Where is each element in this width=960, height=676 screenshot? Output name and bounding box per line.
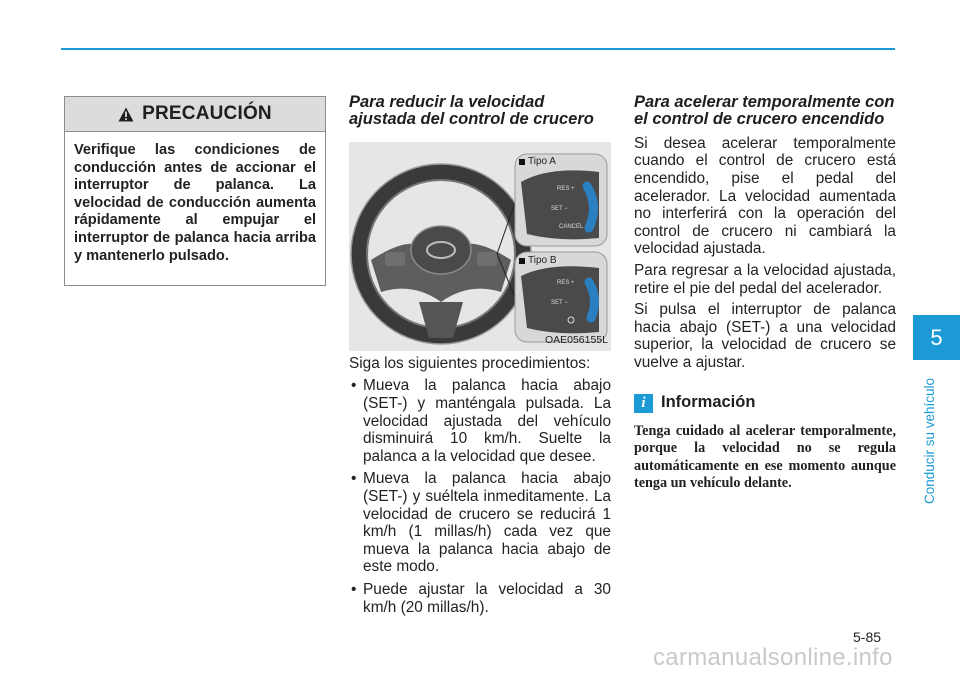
list-item: • Mueva la palanca hacia abajo (SET-) y suéltela inmeditamente. La velocidad de crucero se reducirá 1 km/h (1 millas/h) cada vez que mueva la palanca hacia abajo de este modo.: [349, 470, 611, 576]
caution-text: Verifique las condiciones de conducción antes de accionar el interruptor de palanca. La velocidad de conducción aumenta rápidamente al empujar el interruptor de palanca hacia arriba y mantenerlo pulsado.: [74, 142, 316, 264]
page-number: 5-85: [853, 629, 882, 645]
accelerate-section: [634, 94, 896, 493]
procedure-list: [349, 377, 611, 616]
list-item: • Puede ajustar la velocidad a 30 km/h (20 millas/h).: [349, 581, 611, 616]
procedure-intro: Siga los siguientes procedimientos:: [349, 354, 591, 372]
paragraph: Si desea acelerar temporalmente cuando el control de crucero está encendido, pise el pedal del acelerador. La velocidad aumentada no interferirá con la operación del control de crucero ni cambiará la velocidad ajustada.: [634, 134, 896, 258]
reduce-speed-section: [349, 94, 611, 616]
svg-text:CANCEL: CANCEL: [559, 223, 584, 230]
reduce-speed-heading: Para reducir la velocidad ajustada del control de crucero: [349, 93, 594, 129]
caution-box: [64, 96, 326, 286]
steering-wheel-illustration: [349, 142, 611, 351]
caution-header: [65, 97, 325, 132]
square-bullet-icon: [519, 159, 525, 165]
square-bullet-icon: [519, 258, 525, 264]
info-title: Información: [661, 393, 756, 412]
steering-wheel-figure: [349, 142, 611, 351]
info-icon: i: [634, 394, 653, 413]
svg-text:SET −: SET −: [551, 299, 568, 306]
tipo-a-label: [519, 153, 556, 171]
steering-wheel-icon: [351, 164, 531, 344]
chapter-tab: 5: [913, 315, 960, 360]
paragraph: Si pulsa el interruptor de palanca hacia abajo (SET-) a una velocidad superior, la velocidad de crucero se vuelve a ajustar.: [634, 301, 896, 371]
caution-title: PRECAUCIÓN: [142, 103, 272, 124]
accelerate-heading: Para acelerar temporalmente con el control de crucero encendido: [634, 93, 895, 129]
chapter-title-wrap: Conducir su vehículo: [922, 377, 937, 504]
svg-text:SET −: SET −: [551, 205, 568, 212]
watermark: carmanualsonline.info: [653, 644, 893, 671]
tipo-a-text: Tipo A: [528, 155, 556, 167]
list-item: • Mueva la palanca hacia abajo (SET-) y manténgala pulsada. La velocidad ajustada del vehículo disminuirá 10 km/h. Suelte la palanca a la velocidad que desee.: [349, 377, 611, 465]
info-text: Tenga cuidado al acelerar temporalmente, porque la velocidad no se regula automáticamente en ese momento aunque tenga un vehículo delante.: [634, 422, 896, 492]
paragraph: Para regresar a la velocidad ajustada, retire el pie del pedal del acelerador.: [634, 261, 896, 297]
svg-text:RES +: RES +: [557, 279, 575, 286]
figure-code: OAE056155L: [544, 334, 608, 347]
info-header: [634, 394, 896, 413]
tipo-b-label: [519, 252, 557, 270]
warning-triangle-icon: [118, 107, 134, 122]
svg-text:RES +: RES +: [557, 185, 575, 192]
top-rule: [61, 48, 895, 50]
tipo-b-text: Tipo B: [528, 254, 557, 266]
